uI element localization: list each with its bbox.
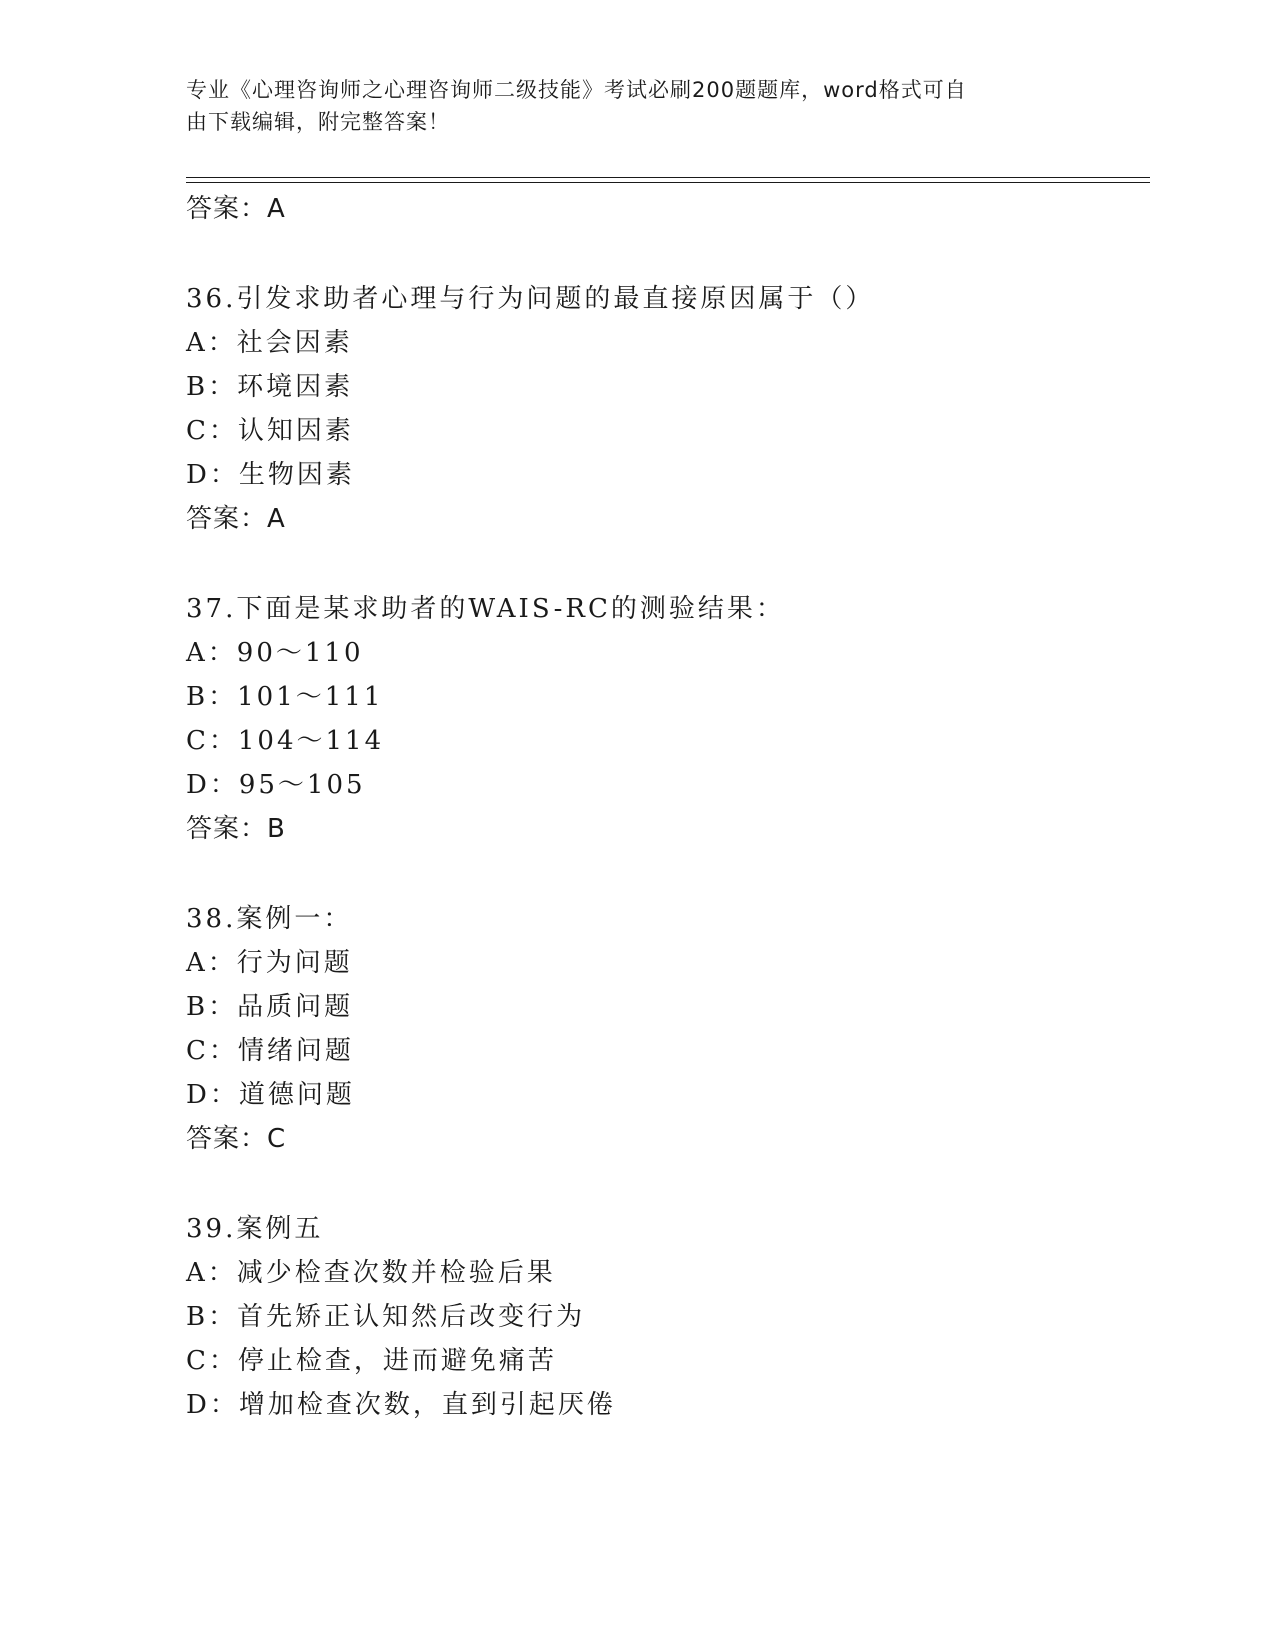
header-line-1: 专业《心理咨询师之心理咨询师二级技能》考试必刷200题题库，word格式可自 [186, 78, 967, 102]
option-c: C：104～114 [186, 726, 385, 756]
option-b: B：品质问题 [186, 992, 354, 1022]
answer-line: 答案：A [186, 194, 286, 224]
header-line-2: 由下载编辑，附完整答案！ [186, 110, 450, 134]
question-stem: 36.引发求助者心理与行为问题的最直接原因属于（） [186, 284, 875, 314]
header-divider-top [186, 177, 1150, 178]
option-c: C：情绪问题 [186, 1036, 354, 1066]
option-d: D：生物因素 [186, 460, 355, 490]
answer-line: 答案：A [186, 504, 286, 534]
option-a: A：90～110 [186, 638, 364, 668]
option-a: A：减少检查次数并检验后果 [186, 1258, 556, 1288]
option-b: B：首先矫正认知然后改变行为 [186, 1302, 586, 1332]
header-divider-bottom [186, 182, 1150, 183]
question-stem: 37.下面是某求助者的WAIS-RC的测验结果： [186, 594, 785, 624]
answer-line: 答案：C [186, 1124, 287, 1154]
document-header [186, 74, 1066, 138]
question-stem: 39.案例五 [186, 1214, 324, 1244]
option-a: A：行为问题 [186, 948, 353, 978]
option-d: D：增加检查次数，直到引起厌倦 [186, 1390, 616, 1420]
answer-line: 答案：B [186, 814, 286, 844]
option-b: B：101～111 [186, 682, 384, 712]
option-b: B：环境因素 [186, 372, 354, 402]
option-d: D：95～105 [186, 770, 366, 800]
question-stem: 38.案例一： [186, 904, 353, 934]
option-c: C：停止检查，进而避免痛苦 [186, 1346, 557, 1376]
option-d: D：道德问题 [186, 1080, 355, 1110]
option-a: A：社会因素 [186, 328, 353, 358]
option-c: C：认知因素 [186, 416, 354, 446]
